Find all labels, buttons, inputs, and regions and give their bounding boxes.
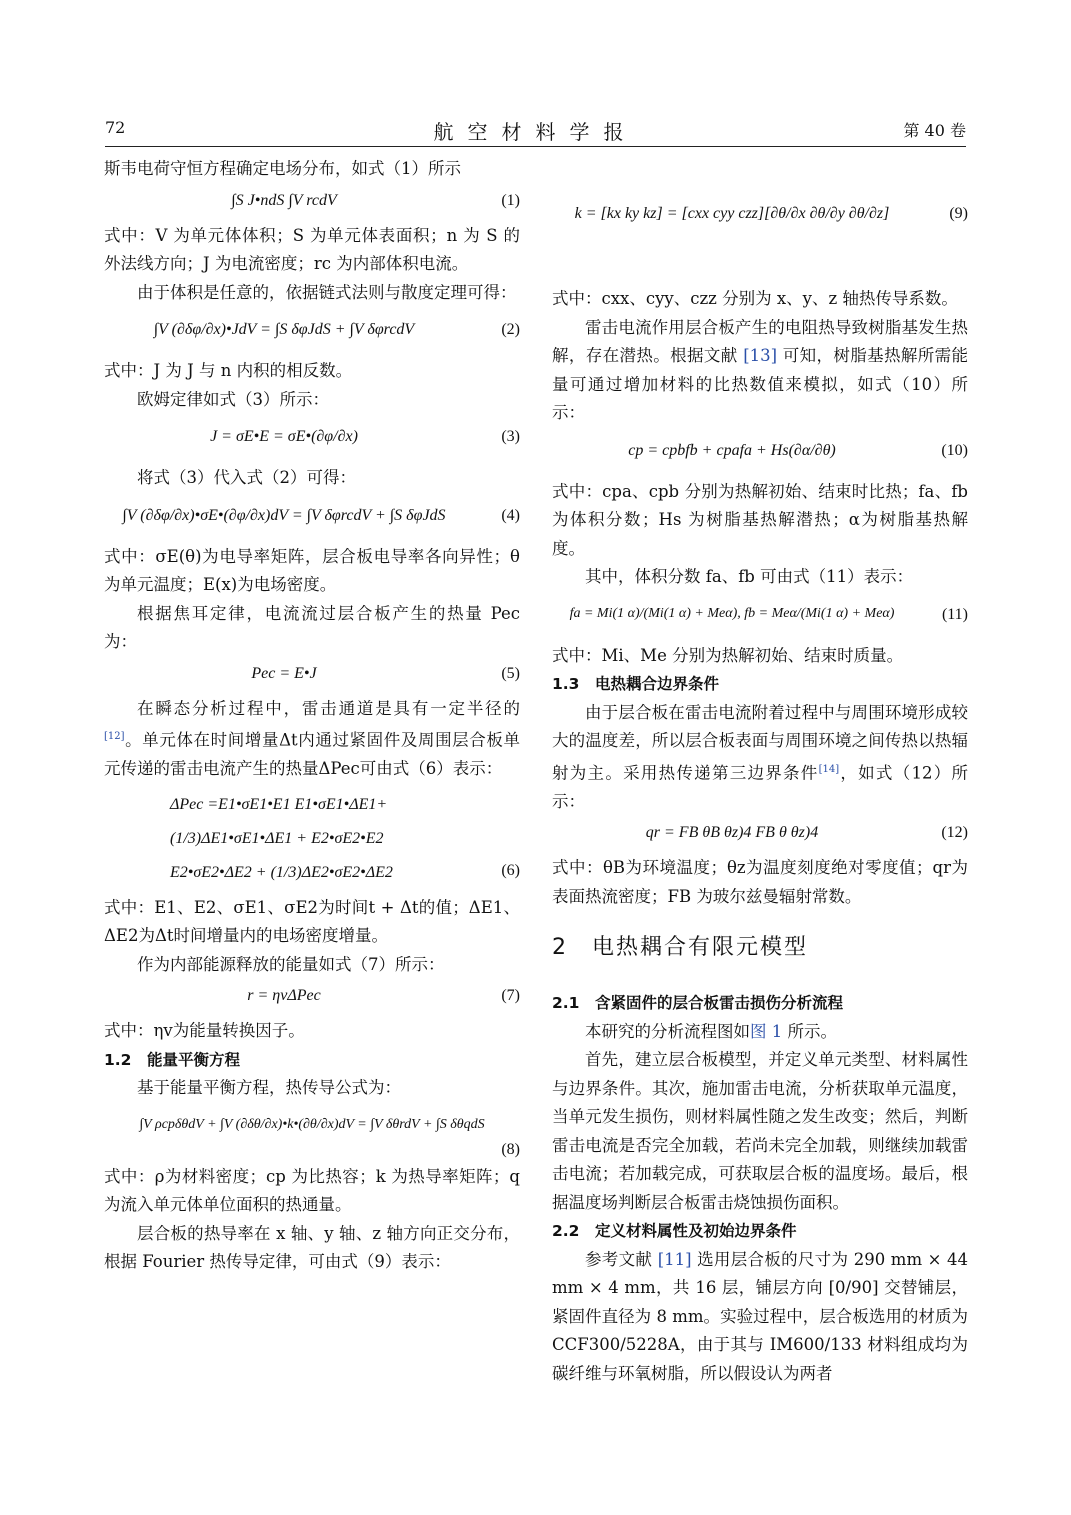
paragraph: 根据焦耳定律，电流流过层合板产生的热量 Pec 为： [104, 603, 520, 651]
paragraph [104, 695, 520, 784]
citation-link[interactable]: [14] [818, 763, 840, 775]
equation-5 [104, 657, 520, 695]
page-header [105, 116, 966, 147]
citation-link[interactable]: [11] [657, 1249, 692, 1269]
right-column [552, 155, 968, 1388]
equation-number: (5) [501, 664, 520, 682]
journal-title: 航空材料学报 [433, 120, 638, 144]
paragraph: 式中：σE(θ)为电导率矩阵，层合板电导率各向异性；θ为单元温度；E(x)为电场密度。 [104, 546, 520, 594]
equation-body: Pec = E•J [251, 664, 317, 682]
paragraph: 首先，建立层合板模型，并定义单元类型、材料属性与边界条件。其次，施加雷击电流，分析获取单元温度，当单元发生损伤，则材料属性随之发生改变；然后，判断雷击电流是否完全加载，若尚未完全加载，则继续加载雷击电流；若加载完成，可获取层合板的温度场。最后，根据温度场判断层合板雷击烧蚀损伤面积。 [552, 1050, 968, 1212]
equation-body: r = ηvΔPec [247, 987, 321, 1004]
citation-link[interactable]: [13] [743, 346, 778, 365]
equation-body: k = [kx ky kz] = [cxx cyy czz][∂θ/∂x ∂θ/∂y ∂θ/∂z] [574, 205, 890, 222]
equation-12 [552, 816, 968, 854]
text: 参考文献 [585, 1249, 658, 1269]
equation-number: (8) [501, 1140, 520, 1158]
equation-9 [552, 155, 968, 285]
equation-number: (9) [949, 205, 968, 222]
paragraph: 作为内部能源释放的能量如式（7）所示： [137, 954, 445, 974]
equation-2 [104, 307, 520, 357]
figure-link[interactable]: 图 1 [750, 1021, 783, 1041]
text: 选用层合板的尺寸为 290 mm × 44 mm × 4 mm，共 16 层，铺层方向 [0/90] 交替铺层，紧固件直径为 8 mm。实验过程中，层合板选用的材质为 CCF300/5228A，由于其与 IM600/133 材料组成均为碳纤维与环氧树脂，所以假设认为两者 [552, 1249, 968, 1383]
paragraph: 式中：θB为环境温度；θz为温度刻度绝对零度值；qr为表面热流密度；FB 为玻尔兹曼辐射常数。 [552, 858, 968, 906]
paragraph: 斯韦电荷守恒方程确定电场分布，如式（1）所示 [104, 159, 461, 178]
section-heading: 1.3 电热耦合边界条件 [552, 675, 719, 693]
paragraph [552, 699, 968, 817]
equation-number: (3) [501, 428, 520, 445]
equation-body: ∫S J•ndS ∫V rcdV [231, 191, 337, 209]
text: 可知，树脂基热解所需能量可通过增加材料的比热数值来模拟，如式（10）所示： [552, 346, 968, 422]
text: 。单元体在时间增量Δt内通过紧固件及周围层合板单元传递的雷击电流产生的热量ΔPec可由式（6）表示： [104, 730, 520, 778]
page-number: 72 [105, 118, 126, 137]
paragraph: 式中：E1、E2、σE1、σE2为时间t + Δt的值；ΔE1、ΔE2为Δt时间增量内的电场密度增量。 [104, 897, 520, 945]
section-heading: 1.2 能量平衡方程 [104, 1050, 240, 1069]
paragraph: 其中，体积分数 fa、fb 可由式（11）表示： [585, 567, 914, 586]
paragraph [552, 1246, 968, 1389]
equation-line: E2•σE2•ΔE2 + (1/3)ΔE2•σE2•ΔE2 [170, 863, 393, 881]
equation-number: (7) [501, 987, 520, 1004]
paragraph: 式中：Mi、Me 分别为热解初始、结束时质量。 [552, 645, 904, 665]
text: 在瞬态分析过程中，雷击通道是具有一定半径的 [137, 698, 520, 718]
text: 由于层合板在雷击电流附着过程中与周围环境形成较大的温度差，所以层合板表面与周围环境之间传热以热辐射为主。采用热传递第三边界条件 [552, 702, 968, 782]
paragraph: 式中：cpa、cpb 分别为热解初始、结束时比热；fa、fb 为体积分数；Hs 为树脂基热解潜热；α为树脂基热解度。 [552, 481, 968, 558]
paragraph: 式中：V 为单元体体积；S 为单元体表面积；n 为 S 的外法线方向；J 为电流密度；rc 为内部体积电流。 [104, 225, 520, 273]
equation-11 [552, 592, 968, 642]
equation-number: (2) [501, 321, 520, 338]
equation-line: (1/3)ΔE1•σE1•ΔE1 + E2•σE2•E2 [170, 829, 384, 847]
text: ，如式（12）所示： [552, 763, 969, 811]
equation-number: (11) [941, 605, 968, 623]
left-column [104, 155, 520, 1277]
equation-3 [104, 414, 520, 464]
equation-body: qr = FB θB θz)4 FB θ θz)4 [645, 824, 819, 841]
equation-body: ∫V ρcpδθdV + ∫V (∂δθ/∂x)•k•(∂θ/∂x)dV = ∫V δθrdV + ∫S δθqdS [139, 1116, 485, 1132]
equation-body: cp = cpbfb + cpafa + Hs(∂α/∂θ) [628, 441, 836, 459]
equation-line: ΔPec =E1•σE1•E1 E1•σE1•ΔE1+ [170, 795, 388, 813]
equation-number: (10) [941, 441, 968, 459]
equation-number: (1) [501, 191, 520, 209]
section-heading: 2.2 定义材料属性及初始边界条件 [552, 1222, 797, 1240]
chapter-heading: 2 电热耦合有限元模型 [552, 935, 808, 960]
equation-body: ∫V (∂δφ/∂x)•JdV = ∫S δφJdS + ∫V δφrcdV [153, 321, 415, 338]
paragraph: 欧姆定律如式（3）所示： [137, 389, 329, 409]
citation-link[interactable]: [12] [104, 731, 125, 742]
equation-number: (4) [501, 506, 520, 524]
equation-8 [104, 1103, 520, 1163]
equation-4 [104, 493, 520, 543]
equation-body: J = σE•E = σE•(∂φ/∂x) [210, 428, 358, 445]
equation-body [170, 788, 464, 890]
paragraph: 由于体积是任意的，依据链式法则与散度定理可得： [137, 282, 517, 302]
equation-1 [104, 184, 520, 222]
paragraph: 式中：cxx、cyy、czz 分别为 x、y、z 轴热传导系数。 [552, 289, 958, 308]
equation-body: fa = Mi(1 α)/(Mi(1 α) + Meα), fb = Meα/(Mi(1 α) + Meα) [569, 605, 895, 621]
equation-number: (6) [501, 861, 520, 879]
text: 所示。 [782, 1021, 837, 1041]
paragraph: 式中：ηv为能量转换因子。 [104, 1021, 305, 1040]
volume-label: 第 40 卷 [903, 121, 966, 140]
text: 本研究的分析流程图如 [585, 1021, 750, 1041]
text: 雷击电流作用层合板产生的电阻热导致树脂基发生热解，存在潜热。根据文献 [552, 317, 968, 365]
paragraph [552, 1018, 968, 1047]
paragraph: 将式（3）代入式（2）可得： [137, 468, 356, 487]
paragraph [552, 314, 968, 428]
paragraph: 式中：J 为 J 与 n 内积的相反数。 [104, 361, 353, 380]
equation-7 [104, 979, 520, 1017]
equation-6 [104, 784, 520, 894]
equation-number: (12) [941, 824, 968, 841]
paragraph: 式中：ρ为材料密度；cp 为比热容；k 为热导率矩阵；q为流入单元体单位面积的热通量。 [104, 1166, 520, 1214]
paragraph: 基于能量平衡方程，热传导公式为： [137, 1078, 401, 1097]
equation-body: ∫V (∂δφ/∂x)•σE•(∂φ/∂x)dV = ∫V δφrcdV + ∫S δφJdS [122, 506, 446, 524]
equation-10 [552, 428, 968, 478]
paragraph: 层合板的热导率在 x 轴、y 轴、z 轴方向正交分布，根据 Fourier 热传导定律，可由式（9）表示： [104, 1223, 520, 1271]
section-heading: 2.1 含紧固件的层合板雷击损伤分析流程 [552, 994, 843, 1012]
